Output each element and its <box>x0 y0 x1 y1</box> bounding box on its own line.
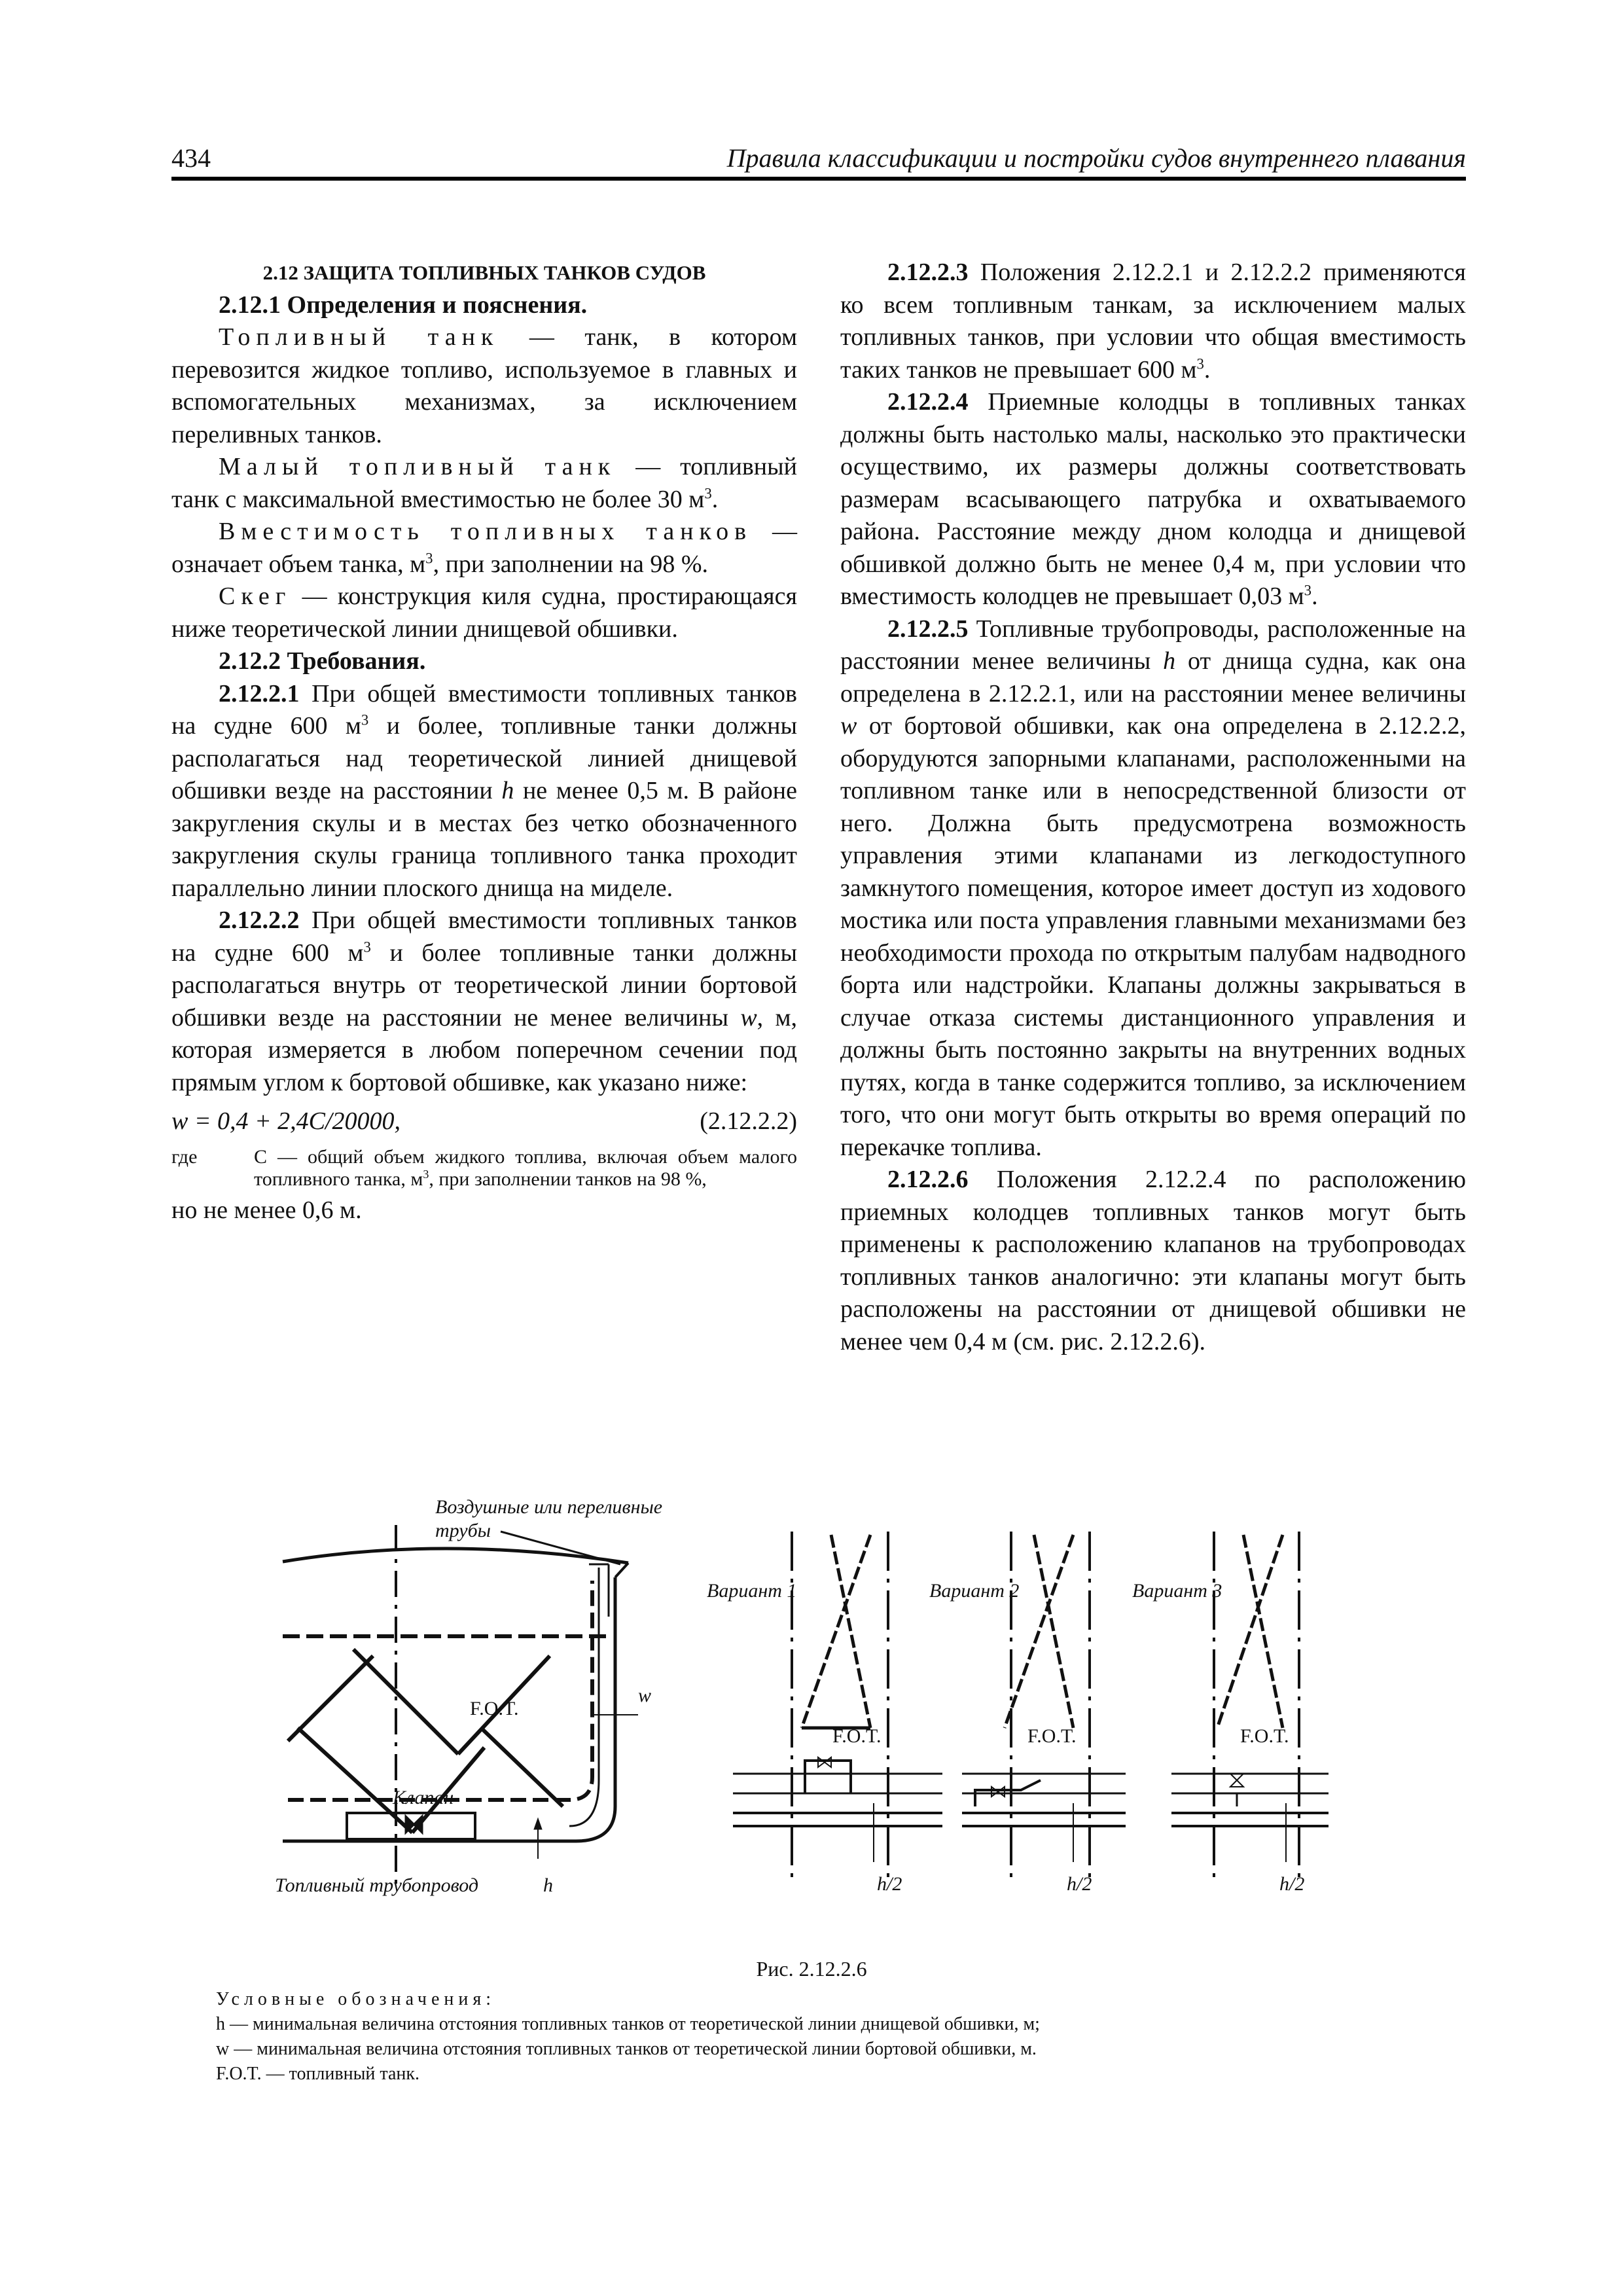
page-header <box>171 143 1466 179</box>
label-variant-3: Вариант 3 <box>1132 1580 1222 1602</box>
figure-caption: Рис. 2.12.2.6 <box>756 1957 867 1981</box>
label-h2-v2: h/2 <box>1067 1873 1092 1895</box>
para-2-12-2-2: 2.12.2.2 При общей вместимости топливных танков на судне 600 $м^3$ и более топливные танки должны располагаться внутрь от теоретической линии бортовой обшивки везде на расстоянии не менее величины w, м, которая измеряется в любом поперечном сечении под прямым углом к бортовой обшивке, как указано ниже: <box>171 906 798 1096</box>
formula-where: где C — общий объем жидкого топлива, включая объем малого топливного танка, $м^3$, при заполнении танков на 98 %, <box>171 1146 797 1190</box>
right-column <box>840 257 1466 1358</box>
definition-skeg: Скег — конструкция киля судна, простирающаяся ниже теоретической линии днищевой обшивки. <box>171 583 797 643</box>
para-2-12-2-3: 2.12.2.3 Положения 2.12.2.1 и 2.12.2.2 применяются ко всем топливным танкам, за исключением малых топливных танков, при условии что общая вместимость таких танков не превышает 600 $м^3$. <box>840 259 1466 384</box>
header-rule <box>171 177 1466 181</box>
left-column <box>171 257 797 1227</box>
formula-row <box>171 1103 797 1141</box>
label-variant-1: Вариант 1 <box>707 1580 797 1602</box>
para-2-12-2-1: 2.12.2.1 При общей вместимости топливных танков на судне 600 $м^3$ и более, топливные танки должны располагаться над теоретической линией днищевой обшивки везде на расстоянии h не менее 0,5 м. В районе закругления скулы и в местах без четко обозначенного закругления скулы граница топливного танка проходит параллельно линии плоского днища на миделе. <box>171 679 797 902</box>
label-fot-main: F.O.T. <box>470 1698 519 1719</box>
minimum-value: но не менее 0,6 м. <box>171 1196 362 1224</box>
label-h2-v1: h/2 <box>877 1873 902 1895</box>
para-2-12-2-4: 2.12.2.4 Приемные колодцы в топливных танках должны быть настолько малы, насколько это практически осуществимо, их размеры должны соответствовать размерам всасывающего патрубка и охватываемого района. Расстояние между дном колодца и днищевой обшивкой должно быть не менее 0,4 м, при условии что вместимость колодцев не превышает 0,03 $м^3$. <box>840 388 1466 610</box>
legend-title: Условные обозначения: <box>216 1989 496 2009</box>
formula-number: (2.12.2.2) <box>700 1107 797 1135</box>
legend <box>216 1987 1394 2087</box>
label-fot-v2: F.O.T. <box>1027 1725 1077 1747</box>
legend-h: h — минимальная величина отстояния топливных танков от теоретической линии днищевой обшивки, м; <box>216 2014 1040 2034</box>
figure-2-12-2-6 <box>171 1466 1466 1924</box>
label-fot-v3: F.O.T. <box>1240 1725 1289 1747</box>
definition-capacity: Вместимость топливных танков — означает объем танка, $м^3$, при заполнении на 98 %. <box>171 518 798 578</box>
label-fuel-pipe: Топливный трубопровод <box>275 1874 479 1896</box>
legend-w: w — минимальная величина отстояния топливных танков от теоретической линии бортовой обшивки, м. <box>216 2039 1037 2059</box>
label-air-pipes-2: трубы <box>435 1520 491 1541</box>
formula: w = 0,4 + 2,4C/20000, <box>171 1107 401 1135</box>
definitions-heading: 2.12.1 Определения и пояснения. <box>219 291 588 319</box>
label-h2-v3: h/2 <box>1279 1873 1305 1895</box>
para-2-12-2-6: 2.12.2.6 Положения 2.12.2.4 по расположению приемных колодцев топливных танков могут быть применены к расположению клапанов на трубопроводах топливных танков аналогично: эти клапаны могут быть расположены на расстоянии от днищевой обшивки не менее чем 0,4 м (см. рис. 2.12.2.6). <box>840 1166 1466 1355</box>
label-w: w <box>638 1685 652 1706</box>
para-2-12-2-5: 2.12.2.5 Топливные трубопроводы, расположенные на расстоянии менее величины h от днища судна, как она определена в 2.12.2.1, или на расстоянии менее величины w от бортовой обшивки, как она определена в 2.12.2.2, оборудуются запорными клапанами, расположенными на топливном танке или в непосредственной близости от него. Должна быть предусмотрена возможность управления этими клапанами из легкодоступного замкнутого помещения, которое имеет доступ из ходового мостика или поста управления главными механизмами без необходимости прохода по открытым палубам надводного борта или надстройки. Клапаны должны закрываться в случае отказа системы дистанционного управления и должны быть постоянно закрыты на внутренних водных путях, когда в танке содержится топливо, за исключением того, что они могут быть открыты во время операций по перекачке топлива. <box>840 615 1466 1161</box>
definition-fuel-tank: Топливный танк — танк, в котором перевозится жидкое топливо, используемое в главных и вспомогательных механизмах, за исключением переливных танков. <box>171 323 797 448</box>
label-variant-2: Вариант 2 <box>929 1580 1020 1602</box>
label-valve: Клапан <box>393 1787 454 1808</box>
label-h: h <box>543 1874 553 1896</box>
label-air-pipes-1: Воздушные или переливные <box>435 1496 663 1518</box>
label-fot-v1: F.O.T. <box>832 1725 882 1747</box>
page-number: 434 <box>171 143 211 173</box>
section-title: 2.12 ЗАЩИТА ТОПЛИВНЫХ ТАНКОВ СУДОВ <box>262 261 706 284</box>
requirements-heading: 2.12.2 Требования. <box>219 647 426 675</box>
legend-fot: F.O.T. — топливный танк. <box>216 2064 419 2084</box>
running-title: Правила классификации и постройки судов внутреннего плавания <box>726 143 1466 173</box>
definition-small-tank: Малый топливный танк — топливный танк с максимальной вместимостью не более 30 $м^3$. <box>171 453 797 513</box>
